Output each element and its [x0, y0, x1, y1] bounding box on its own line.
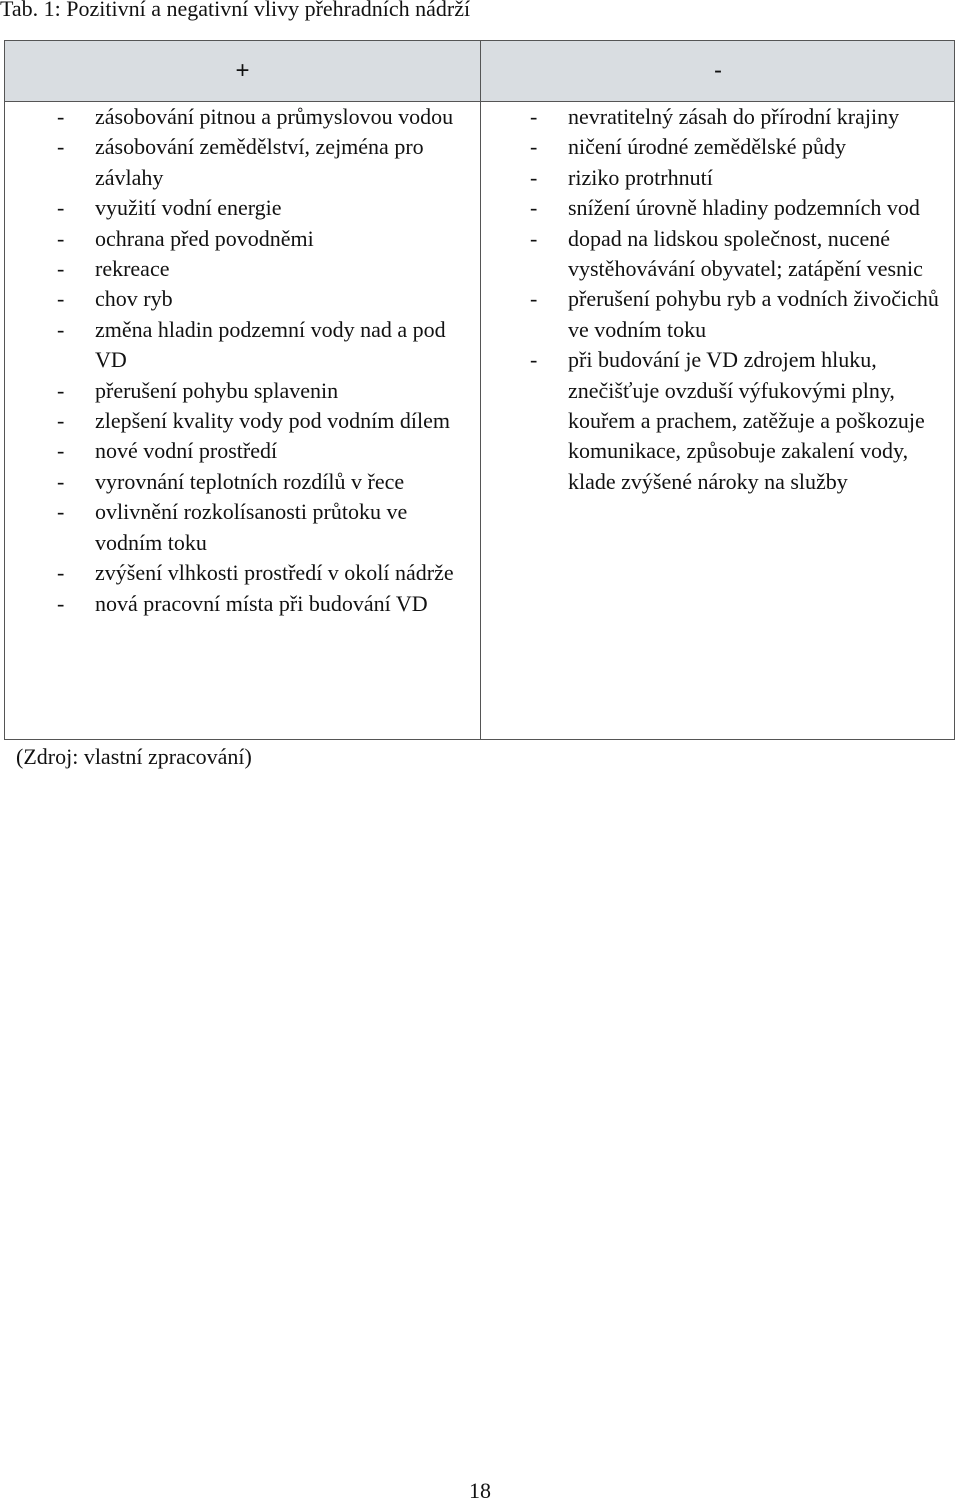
source-note: (Zdroj: vlastní zpracování) [16, 744, 252, 769]
negative-item-text: dopad na lidskou společnost, nucené vystěhovávání obyvatel; zatápění vesnic [568, 225, 923, 282]
positive-item-text: ovlivnění rozkolísanosti průtoku ve vodním toku [95, 499, 408, 555]
positive-item [57, 558, 477, 588]
bullet-dash: - [57, 377, 65, 403]
bullet-dash: - [57, 499, 65, 525]
positive-item-text: ochrana před povodněmi [95, 225, 314, 251]
positive-item [57, 193, 477, 223]
column-divider [480, 41, 481, 739]
positive-item-text: chov ryb [95, 286, 173, 312]
positive-item [57, 102, 477, 132]
bullet-dash: - [530, 195, 538, 221]
positive-item [57, 254, 477, 284]
bullet-dash: - [57, 195, 65, 221]
positive-item [57, 467, 477, 497]
bullet-dash: - [57, 560, 65, 586]
positive-item-text: zásobování zemědělství, zejména pro závlahy [95, 134, 424, 190]
positive-item [57, 589, 477, 619]
bullet-dash: - [530, 286, 538, 312]
bullet-dash: - [57, 468, 65, 494]
positive-item-text: vyrovnání teplotních rozdílů v řece [95, 468, 405, 494]
bullet-dash: - [530, 225, 538, 251]
negative-item-text: snížení úrovně hladiny podzemních vod [568, 195, 920, 221]
bullet-dash: - [530, 164, 538, 190]
negative-item [530, 345, 950, 497]
bullet-dash: - [530, 347, 538, 373]
bullet-dash: - [57, 316, 65, 342]
positive-item-text: zlepšení kvality vody pod vodním dílem [95, 408, 451, 434]
positive-item-text: rekreace [95, 256, 170, 282]
positive-item-text: změna hladin podzemní vody nad a pod VD [95, 316, 446, 373]
negative-item-text: při budování je VD zdrojem hluku, znečišťuje ovzduší výfukovými plny, kouřem a prachem, zatěžuje a poškozuje komunikace, způsobuje zakalení vody, klade zvýšené nároky na služby [568, 347, 925, 494]
negative-item [530, 284, 950, 345]
negative-list [530, 102, 950, 497]
negative-item-text: přerušení pohybu ryb a vodních živočichů ve vodním toku [568, 286, 939, 342]
negative-item-text: ničení úrodné zemědělské půdy [568, 134, 846, 160]
bullet-dash: - [57, 256, 65, 282]
bullet-dash: - [530, 104, 538, 129]
negative-item-text: nevratitelný zásah do přírodní krajiny [568, 104, 900, 129]
bullet-dash: - [530, 134, 538, 160]
positive-item-text: zásobování pitnou a průmyslovou vodou [95, 104, 454, 129]
negative-item [530, 193, 950, 223]
bullet-dash: - [57, 104, 65, 129]
positive-item [57, 284, 477, 314]
table-caption: Tab. 1: Pozitivní a negativní vlivy přehradních nádrží [0, 0, 471, 21]
negative-item [530, 132, 950, 162]
bullet-dash: - [57, 408, 65, 434]
bullet-dash: - [57, 590, 65, 616]
positive-item-text: využití vodní energie [95, 195, 282, 221]
positive-item [57, 315, 477, 376]
header-negative: - [714, 57, 722, 84]
header-positive: + [235, 57, 250, 84]
negative-item [530, 163, 950, 193]
positive-item [57, 436, 477, 466]
positive-item [57, 406, 477, 436]
positive-item-text: přerušení pohybu splavenin [95, 377, 339, 403]
influence-table [4, 40, 955, 740]
positive-item-text: zvýšení vlhkosti prostředí v okolí nádrže [95, 560, 454, 586]
bullet-dash: - [57, 286, 65, 312]
bullet-dash: - [57, 225, 65, 251]
negative-item [530, 224, 950, 285]
positive-item [57, 224, 477, 254]
bullet-dash: - [57, 134, 65, 160]
positive-list [57, 102, 477, 619]
positive-item-text: nové vodní prostředí [95, 438, 278, 464]
positive-item [57, 497, 477, 558]
positive-item-text: nová pracovní místa při budování VD [95, 590, 428, 616]
page-number: 18 [469, 1478, 491, 1503]
positive-item [57, 132, 477, 193]
negative-item-text: riziko protrhnutí [568, 164, 713, 190]
negative-item [530, 102, 950, 132]
bullet-dash: - [57, 438, 65, 464]
positive-item [57, 376, 477, 406]
